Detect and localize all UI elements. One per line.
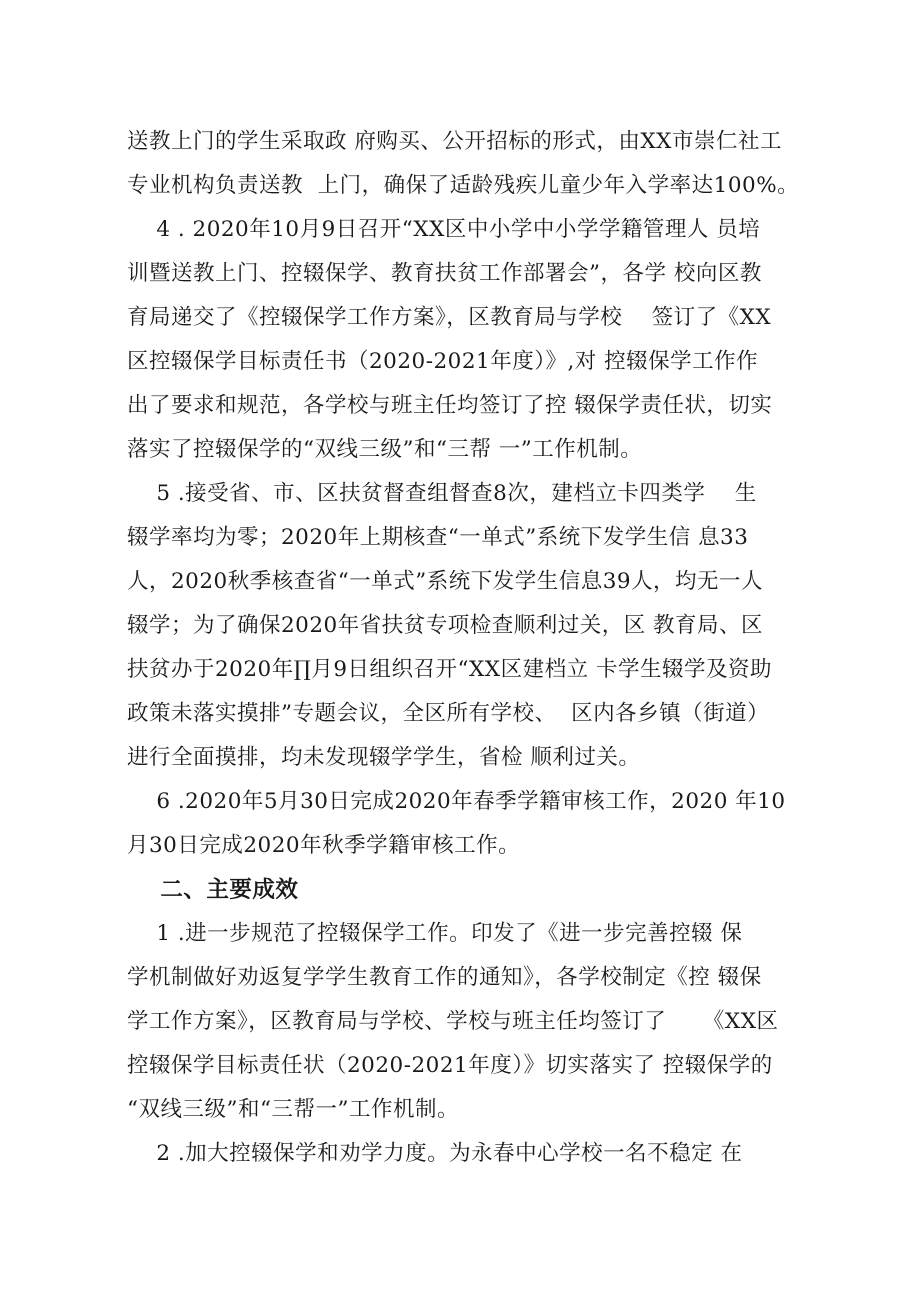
paragraph-line: 辍学；为了确保2020年省扶贫专项检查顺利过关，区 教育局、区 bbox=[127, 613, 764, 638]
paragraph-line: 5 .接受省、市、区扶贫督查组督查8次，建档立卡四类学 生 bbox=[127, 481, 757, 506]
paragraph-line: 控辍保学目标责任状（2020-2021年度）》切实落实了 控辍保学的 bbox=[127, 1053, 773, 1078]
paragraph-line: 训暨送教上门、控辍保学、教育扶贫工作部署会”，各学 校向区教 bbox=[127, 261, 762, 286]
paragraph-line: 出了要求和规范，各学校与班主任均签订了控 辍保学责任状，切实 bbox=[127, 393, 773, 418]
paragraph-line: 区控辍保学目标责任书（2020-2021年度）》,对 控辍保学工作作 bbox=[127, 349, 759, 374]
paragraph-line: 1 .进一步规范了控辍保学工作。印发了《进一步完善控辍 保 bbox=[127, 921, 743, 946]
paragraph-line: 学机制做好劝返复学学生教育工作的通知》，各学校制定《控 辍保 bbox=[127, 965, 762, 990]
paragraph-line: 育局递交了《控辍保学工作方案》，区教育局与学校 签订了《XX bbox=[127, 305, 772, 330]
paragraph-line: 辍学率均为零；2020年上期核查“一单式”系统下发学生信 息33 bbox=[127, 525, 749, 550]
paragraph-line: 6 .2020年5月30日完成2020年春季学籍审核工作，2020 年10 bbox=[127, 789, 786, 814]
paragraph-line: 落实了控辍保学的“双线三级”和“三帮 一”工作机制。 bbox=[127, 437, 643, 462]
paragraph-line: 2 .加大控辍保学和劝学力度。为永春中心学校一名不稳定 在 bbox=[127, 1141, 743, 1166]
paragraph-line: 扶贫办于2020年∏月9日组织召开“XX区建档立 卡学生辍学及资助 bbox=[127, 657, 772, 682]
paragraph-line: 人，2020秋季核查省“一单式”系统下发学生信息39人，均无一人 bbox=[127, 569, 764, 594]
section-heading: 二、主要成效 bbox=[127, 877, 299, 903]
paragraph-line: 政策未落实摸排”专题会议，全区所有学校、 区内各乡镇（街道） bbox=[127, 701, 770, 726]
paragraph-line: 进行全面摸排，均未发现辍学学生，省检 顺利过关。 bbox=[127, 745, 641, 770]
paragraph-line: 4 . 2020年10月9日召开“XX区中小学中小学学籍管理人 员培 bbox=[127, 217, 761, 242]
paragraph-line: 学工作方案》，区教育局与学校、学校与班主任均签订了 《XX区 bbox=[127, 1009, 779, 1034]
paragraph-line: 送教上门的学生采取政 府购买、公开招标的形式，由XX市崇仁社工 bbox=[127, 129, 782, 154]
paragraph-line: “双线三级”和“三帮一”工作机制。 bbox=[127, 1097, 459, 1122]
document-body bbox=[127, 120, 809, 1176]
paragraph-line: 专业机构负责送教 上门，确保了适龄残疾儿童少年入学率达100%。 bbox=[127, 173, 800, 198]
paragraph-line: 月30日完成2020年秋季学籍审核工作。 bbox=[127, 833, 521, 858]
